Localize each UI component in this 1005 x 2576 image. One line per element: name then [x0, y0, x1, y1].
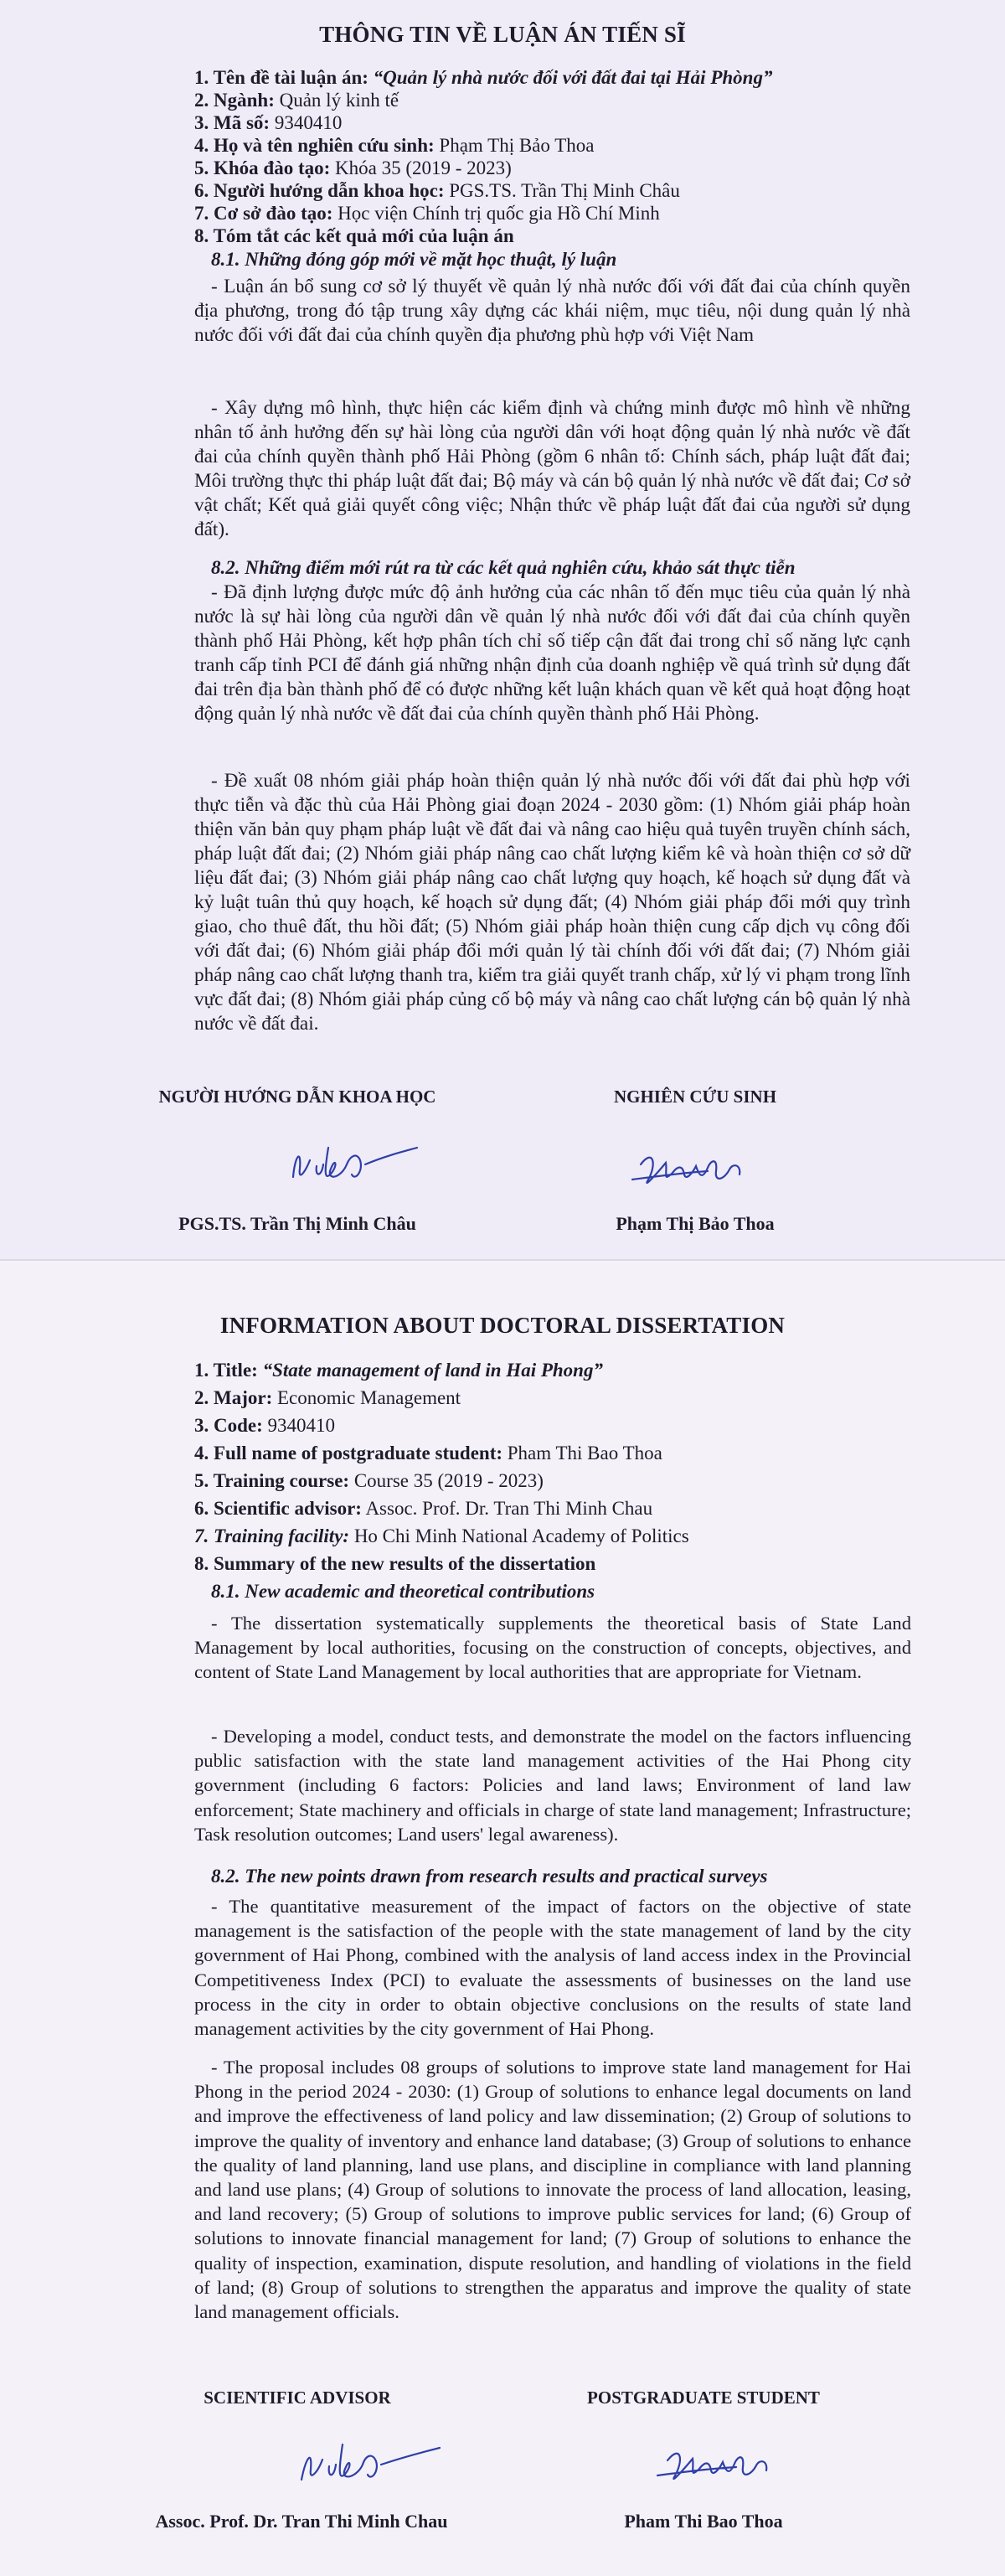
paragraph: - Xây dựng mô hình, thực hiện các kiểm định và chứng minh được mô hình về những nhân tố ảnh hưởng đến sự hài lòng của người dân với hoạt động quản lý nhà nước về đất đai của chính quyền thành phố Hải Phòng (gồm 6 nhân tố: Chính sách, pháp luật đất đai; Môi trường thực thi pháp luật đất đai; Bộ máy và cán bộ quản lý nhà nước về đất đai; Cơ sở vật chất; Kết quả giải quyết công việc; Nhận thức về pháp luật đất đai của người sử dụng đất).: [194, 397, 910, 540]
item-advisor: 6. Người hướng dẫn khoa học: PGS.TS. Trần Thị Minh Châu: [194, 180, 680, 201]
item-major: 2. Major: Economic Management: [194, 1387, 461, 1408]
item-code: 3. Code: 9340410: [194, 1415, 336, 1436]
item-course: 5. Training course: Course 35 (2019 - 2023): [194, 1470, 544, 1491]
item-summary: 8. Tóm tắt các kết quả mới của luận án: [194, 225, 514, 246]
student-signature: [624, 1139, 775, 1198]
student-name: Phạm Thị Bảo Thoa: [616, 1213, 775, 1234]
paragraph: - Developing a model, conduct tests, and demonstrate the model on the factors influencing public satisfaction with the state land management activities of the Hai Phong city government (including 6 factors: Policies and land laws; Environment of land law enforcement; State machinery and officials in charge of state land management; Infrastructure; Task resolution outcomes; Land users' legal awareness).: [194, 1726, 911, 1845]
student-heading: NGHIÊN CỨU SINH: [613, 1087, 777, 1107]
advisor-name: PGS.TS. Trần Thị Minh Châu: [178, 1213, 416, 1234]
advisor-name: Assoc. Prof. Dr. Tran Thi Minh Chau: [155, 2511, 448, 2532]
item-facility: 7. Cơ sở đào tạo: Học viện Chính trị quốc gia Hồ Chí Minh: [194, 203, 660, 224]
paragraph: - Đã định lượng được mức độ ảnh hưởng của các nhân tố đến mục tiêu của quản lý nhà nước là sự hài lòng của người dân về quản lý nhà nước đối với đất đai của chính quyền thành phố Hải Phòng, kết hợp phân tích chỉ số tiếp cận đất đai trong chỉ số năng lực cạnh tranh cấp tỉnh PCI để đánh giá những nhận định của doanh nghiệp về quá trình sử dụng đất đai trên địa bàn thành phố để có được những kết luận khách quan về kết quả hoạt động hoạt động quản lý nhà nước về đất đai của chính quyền thành phố Hải Phòng.: [194, 581, 910, 725]
item-major: 2. Ngành: Quản lý kinh tế: [194, 90, 399, 111]
page-title: INFORMATION ABOUT DOCTORAL DISSERTATION: [219, 1313, 786, 1338]
section-heading: 8.2. The new points drawn from research results and practical surveys: [211, 1866, 768, 1887]
item-summary: 8. Summary of the new results of the dissertation: [194, 1553, 596, 1574]
item-code: 3. Mã số: 9340410: [194, 112, 343, 133]
paragraph: - The quantitative measurement of the impact of factors on the objective of state management is the satisfaction of the people with the state management of land by the city government of Hai Phong, combined with the analysis of land access index in the Provincial Competitiveness Index (PCI) to evaluate the assessments of businesses on the land use process in the city in order to obtain objective conclusions on the results of state land management activities by the city government of Hai Phong.: [194, 1896, 911, 2040]
student-name: Pham Thi Bao Thoa: [624, 2511, 783, 2532]
paragraph: - Luận án bổ sung cơ sở lý thuyết về quản lý nhà nước đối với đất đai của chính quyền địa phương, trong đó tập trung xây dựng các khái niệm, mục tiêu, nội dung quản lý nhà nước đối với đất đai của chính quyền địa phương phù hợp với Việt Nam: [194, 276, 910, 346]
item-student: 4. Họ và tên nghiên cứu sinh: Phạm Thị Bảo Thoa: [194, 135, 595, 156]
advisor-signature: [289, 2429, 448, 2496]
paragraph: - The proposal includes 08 groups of solutions to improve state land management for Hai Phong in the period 2024 - 2030: (1) Group of solutions to enhance legal documents on land and improve the effectiveness of land policy and law dissemination; (2) Group of solutions to improve the quality of inventory and enhance land database; (3) Group of solutions to enhance the quality of land planning, land use plans, and discipline in compliance with land planning and land use plans; (4) Group of solutions to innovate the process of land allocation, leasing, and land recovery; (5) Group of solutions to improve public services for land; (6) Group of solutions to innovate financial management for land; (7) Group of solutions to enhance the quality of inspection, examination, dispute resolution, and handling of violations in the field of land; (8) Group of solutions to strengthen the apparatus and improve the quality of state land management officials.: [194, 2057, 911, 2323]
student-heading: POSTGRADUATE STUDENT: [587, 2388, 820, 2408]
item-title: 1. Title: “State management of land in Hai Phong”: [194, 1360, 603, 1381]
item-title: 1. Tên đề tài luận án: “Quản lý nhà nước đối với đất đai tại Hải Phòng”: [194, 67, 773, 88]
item-course: 5. Khóa đào tạo: Khóa 35 (2019 - 2023): [194, 157, 512, 178]
advisor-heading: SCIENTIFIC ADVISOR: [204, 2388, 391, 2408]
section-heading: 8.1. Những đóng góp mới về mặt học thuật, lý luận: [211, 249, 617, 270]
page-title: THÔNG TIN VỀ LUẬN ÁN TIẾN SĨ: [319, 22, 686, 47]
item-advisor: 6. Scientific advisor: Assoc. Prof. Dr. Tran Thi Minh Chau: [194, 1498, 653, 1519]
paragraph: - Đề xuất 08 nhóm giải pháp hoàn thiện quản lý nhà nước đối với đất đai phù hợp với thực tiễn và đặc thù của Hải Phòng giai đoạn 2024 - 2030 gồm: (1) Nhóm giải pháp hoàn thiện văn bản quy phạm pháp luật về đất đai và nâng cao hiệu quả tuyên truyền chính sách, pháp luật đất đai; (2) Nhóm giải pháp nâng cao chất lượng kiểm kê và hoàn thiện cơ sở dữ liệu đất đai; (3) Nhóm giải pháp nâng cao chất lượng quy hoạch, kế hoạch sử dụng đất và kỷ luật tuân thủ quy hoạch, kế hoạch sử dụng đất; (4) Nhóm giải pháp đổi mới quy trình giao, cho thuê đất, thu hồi đất; (5) Nhóm giải pháp hoàn thiện cung cấp dịch vụ công đối với đất đai; (6) Nhóm giải pháp đổi mới quản lý tài chính đối với đất đai; (7) Nhóm giải pháp nâng cao chất lượng thanh tra, kiểm tra giải quyết tranh chấp, xử lý vi phạm trong lĩnh vực đất đai; (8) Nhóm giải pháp củng cố bộ máy và nâng cao chất lượng cán bộ quản lý nhà nước về đất đai.: [194, 770, 910, 1035]
section-heading: 8.1. New academic and theoretical contributions: [211, 1581, 595, 1602]
paragraph: - The dissertation systematically supplements the theoretical basis of State Land Management by local authorities, focusing on the construction of concepts, objectives, and content of State Land Management by local authorities that are appropriate for Vietnam.: [194, 1613, 911, 1683]
english-page: [0, 1261, 1005, 2576]
item-facility: 7. Training facility: Ho Chi Minh National Academy of Politics: [194, 1525, 689, 1546]
student-signature: [649, 2434, 808, 2492]
vietnamese-page: [0, 0, 1005, 1261]
advisor-heading: NGƯỜI HƯỚNG DẪN KHOA HỌC: [158, 1087, 436, 1107]
item-student: 4. Full name of postgraduate student: Pham Thi Bao Thoa: [194, 1443, 662, 1464]
advisor-signature: [276, 1131, 427, 1198]
section-heading: 8.2. Những điểm mới rút ra từ các kết quả nghiên cứu, khảo sát thực tiễn: [211, 557, 796, 578]
